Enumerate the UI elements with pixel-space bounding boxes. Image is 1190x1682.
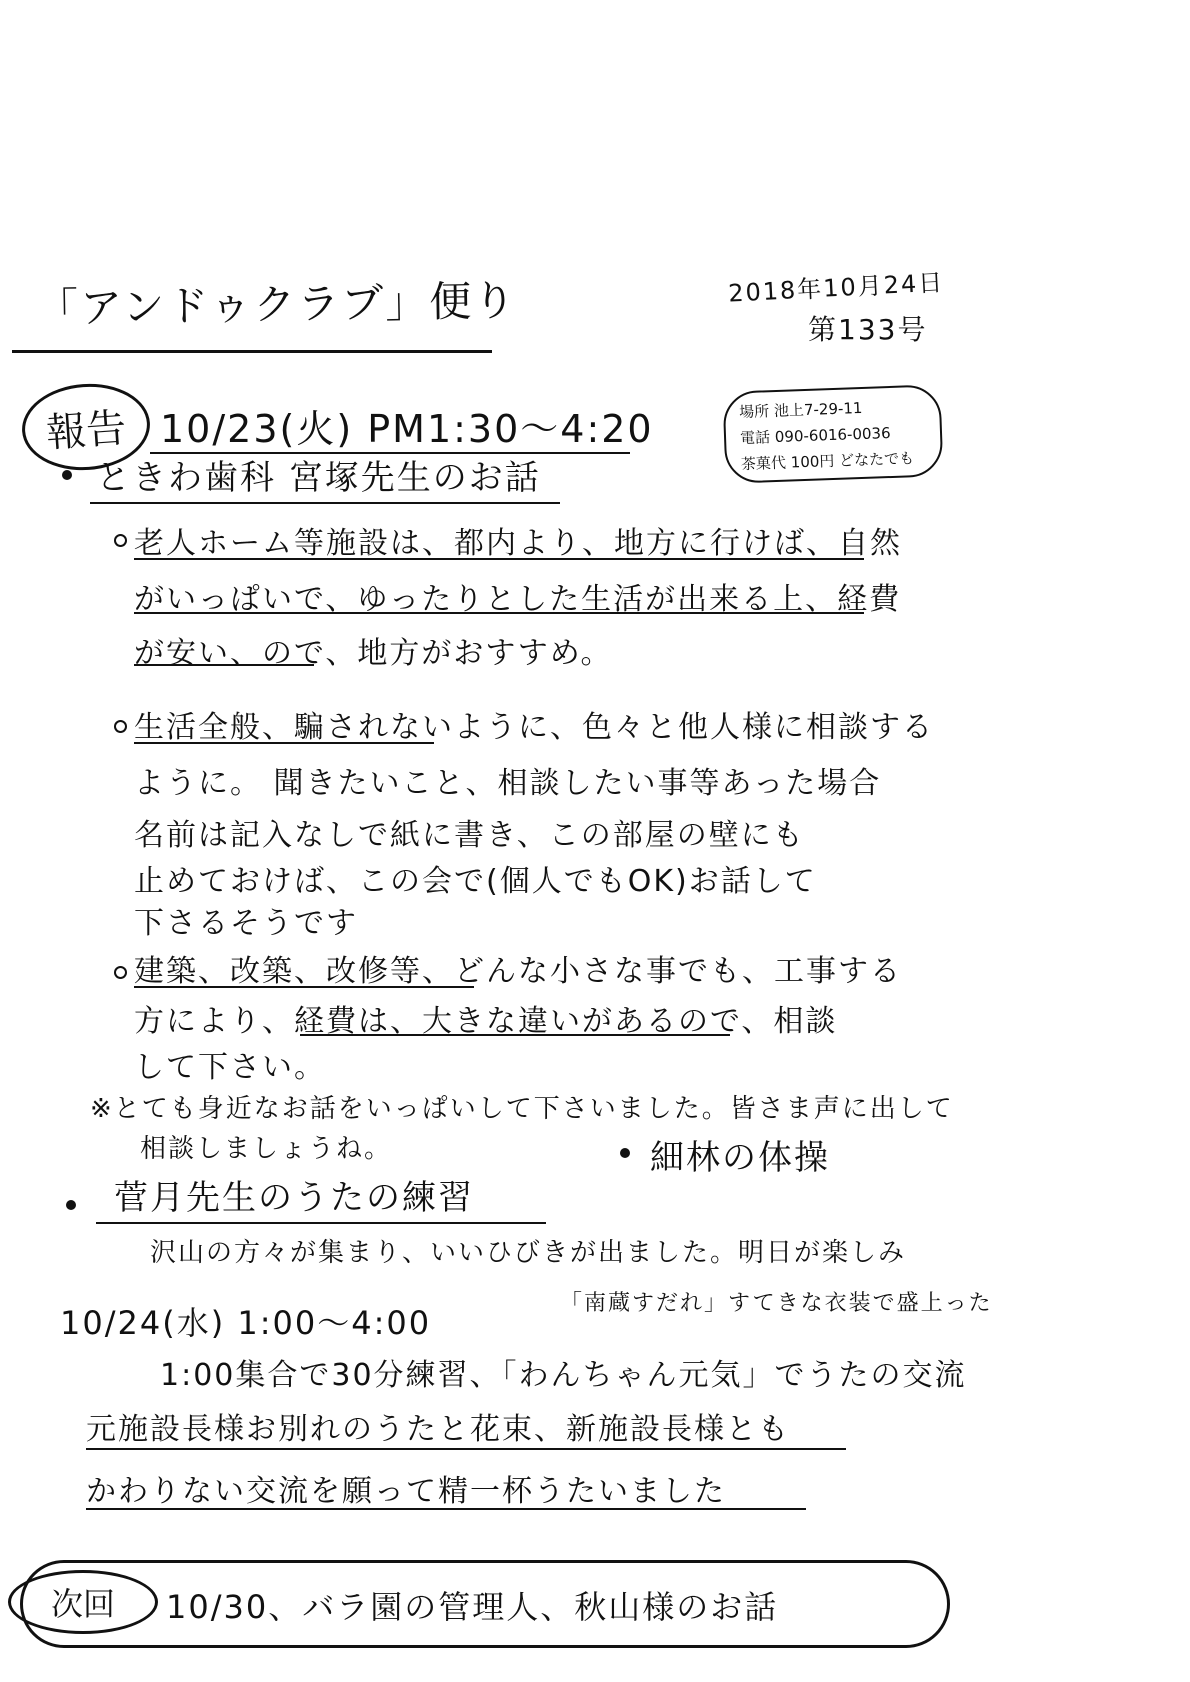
event-line-1: 1:00集合で30分練習、「わんちゃん元気」でうたの交流 [160,1358,967,1393]
point-3-line-2: 方により、経費は、大きな違いがあるので、相談 [134,1004,838,1039]
point-2-line-2: ように。 聞きたいこと、相談したい事等あった場合 [134,766,882,801]
next-session-badge [8,1570,158,1634]
event-line-2: 元施設長様お別れのうたと花束、新施設長様とも [86,1412,790,1447]
point-2-line-4: 止めておけば、この会で(個人でもOK)お話して [134,864,817,899]
talk-bullet-icon [62,470,72,480]
point-3-bullet-icon [114,966,127,979]
venue-phone: 電話 090-6016-0036 [739,423,891,448]
point-2-underline [134,742,434,744]
talk-heading-underline [90,502,560,504]
point-1-line-3: が安い、ので、地方がおすすめ。 [134,636,613,671]
venue-info-box [722,384,943,484]
song-description: 沢山の方々が集まり、いいひびきが出ました。明日が楽しみ [150,1238,907,1268]
newsletter-title: 「アンドゥクラブ」便り [35,275,518,334]
exercise-heading: 細林の体操 [650,1138,830,1178]
point-3-underline-1 [134,986,474,988]
point-1-underline-1 [134,558,864,560]
event-underline-2 [86,1508,806,1510]
event-underline-1 [86,1448,846,1450]
point-3-line-1: 建築、改築、改修等、どんな小さな事でも、工事する [134,954,902,989]
point-3-line-3: して下さい。 [134,1050,326,1085]
talk-heading: ときわ歯科 宮塚先生のお話 [96,458,541,498]
point-1-line-1: 老人ホーム等施設は、都内より、地方に行けば、自然 [134,526,902,561]
point-1-bullet-icon [114,534,127,547]
point-1-underline-2 [134,612,864,614]
song-heading-underline [96,1222,546,1224]
issue-number: 第133号 [808,313,928,346]
title-underline [12,350,492,353]
point-2-line-3: 名前は記入なしで紙に書き、この部屋の壁にも [134,818,805,853]
event-quote-line: 「南蔵すだれ」すてきな衣装で盛上った [560,1291,993,1316]
song-bullet-icon [66,1200,76,1210]
point-3-underline-2 [300,1034,730,1036]
event-line-3: かわりない交流を願って精一杯うたいました [86,1474,726,1509]
session-time: 10/23(火) PM1:30〜4:20 [160,407,654,451]
talk-note-line-2: 相談しましょうね。 [140,1134,393,1164]
venue-location: 場所 池上7-29-11 [738,398,863,422]
event-date-line: 10/24(水) 1:00〜4:00 [60,1304,432,1342]
venue-fee: 茶菓代 100円 どなたでも [740,449,915,474]
report-stamp-label: 報告 [44,404,128,457]
next-session-text: 10/30、バラ園の管理人、秋山様のお話 [166,1588,779,1626]
point-2-line-5: 下さるそうです [134,906,358,941]
exercise-bullet-icon [620,1148,630,1158]
point-2-line-1: 生活全般、騙されないように、色々と他人様に相談する [134,710,934,745]
point-2-bullet-icon [114,720,127,733]
point-1-underline-3 [134,664,314,666]
song-heading: 菅月先生のうたの練習 [114,1178,474,1218]
next-session-label: 次回 [50,1585,115,1623]
issue-date: 2018年10月24日 [727,268,945,308]
talk-note-line-1: ※とても身近なお話をいっぱいして下さいました。皆さま声に出して [90,1094,954,1124]
point-1-line-2: がいっぱいで、ゆったりとした生活が出来る上、経費 [134,582,902,617]
